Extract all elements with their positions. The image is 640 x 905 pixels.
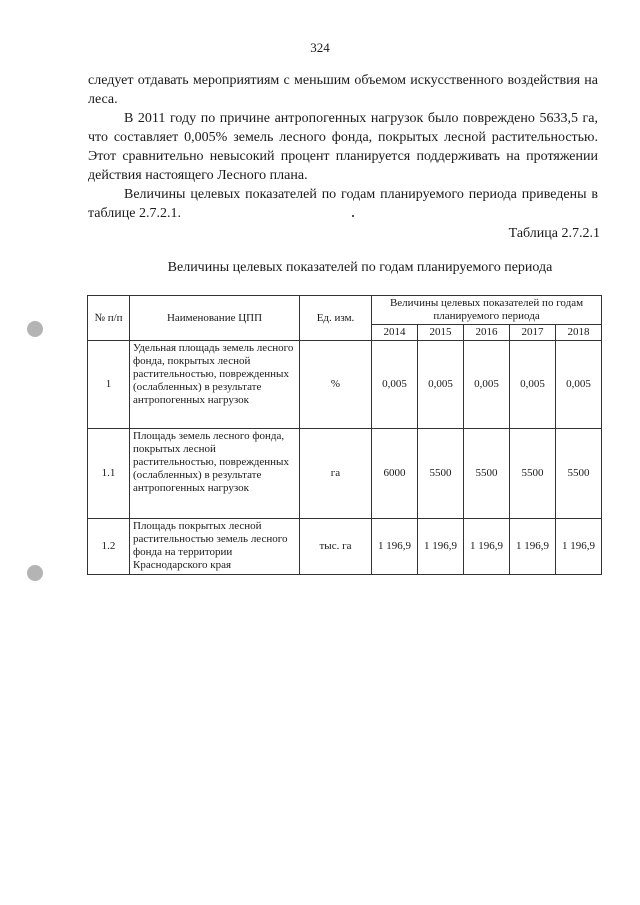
stray-dot (352, 215, 354, 217)
target-indicators-table (87, 295, 602, 575)
paragraph-table-reference: Величины целевых показателей по годам планируемого периода приведены в таблице 2.7.2.1. (88, 187, 598, 221)
row-value: 0,005 (556, 341, 602, 429)
row-name: Удельная площадь земель лесного фонда, покрытых лесной растительностью, поврежденных (ослабленных) в результате антропогенных нагрузок (130, 341, 300, 429)
header-values-group: Величины целевых показателей по годам планируемого периода (372, 296, 602, 325)
row-num: 1.2 (88, 519, 130, 575)
table-row (88, 341, 602, 429)
row-unit: га (300, 429, 372, 519)
header-unit: Ед. изм. (300, 296, 372, 341)
row-name: Площадь земель лесного фонда, покрытых лесной растительностью, поврежденных (ослабленных) в результате антропогенных нагрузок (130, 429, 300, 519)
header-year: 2018 (556, 325, 602, 341)
row-value: 1 196,9 (464, 519, 510, 575)
punch-hole (27, 321, 43, 337)
row-value: 5500 (556, 429, 602, 519)
row-value: 1 196,9 (418, 519, 464, 575)
row-value: 1 196,9 (556, 519, 602, 575)
table-row (88, 429, 602, 519)
paragraph-damage: В 2011 году по причине антропогенных нагрузок было повреждено 5633,5 га, что составляет 0,005% земель лесного фонда, покрытых лесной растительностью. Этот сравнительно невысокий процент планируется поддерживать на протяжении действия настоящего Лесного плана. (88, 111, 598, 183)
header-year: 2015 (418, 325, 464, 341)
row-value: 5500 (464, 429, 510, 519)
row-value: 1 196,9 (510, 519, 556, 575)
header-year: 2014 (372, 325, 418, 341)
body-text (88, 71, 598, 223)
row-value: 0,005 (418, 341, 464, 429)
row-value: 5500 (510, 429, 556, 519)
punch-hole (27, 565, 43, 581)
table-title: Величины целевых показателей по годам планируемого периода (167, 260, 553, 275)
paragraph-continuation: следует отдавать мероприятиям с меньшим объемом искусственного воздействия на леса. (88, 73, 598, 107)
row-name: Площадь покрытых лесной растительностью земель лесного фонда на территории Краснодарского края (130, 519, 300, 575)
row-value: 0,005 (464, 341, 510, 429)
page-number: 324 (310, 40, 330, 55)
table-header-row (88, 296, 602, 325)
row-value: 0,005 (510, 341, 556, 429)
row-value: 1 196,9 (372, 519, 418, 575)
header-num: № п/п (88, 296, 130, 341)
table-number: Таблица 2.7.2.1 (508, 226, 600, 241)
row-value: 0,005 (372, 341, 418, 429)
row-unit: тыс. га (300, 519, 372, 575)
row-unit: % (300, 341, 372, 429)
row-value: 5500 (418, 429, 464, 519)
row-num: 1 (88, 341, 130, 429)
header-year: 2017 (510, 325, 556, 341)
header-year: 2016 (464, 325, 510, 341)
table-row (88, 519, 602, 575)
row-value: 6000 (372, 429, 418, 519)
row-num: 1.1 (88, 429, 130, 519)
header-name: Наименование ЦПП (130, 296, 300, 341)
